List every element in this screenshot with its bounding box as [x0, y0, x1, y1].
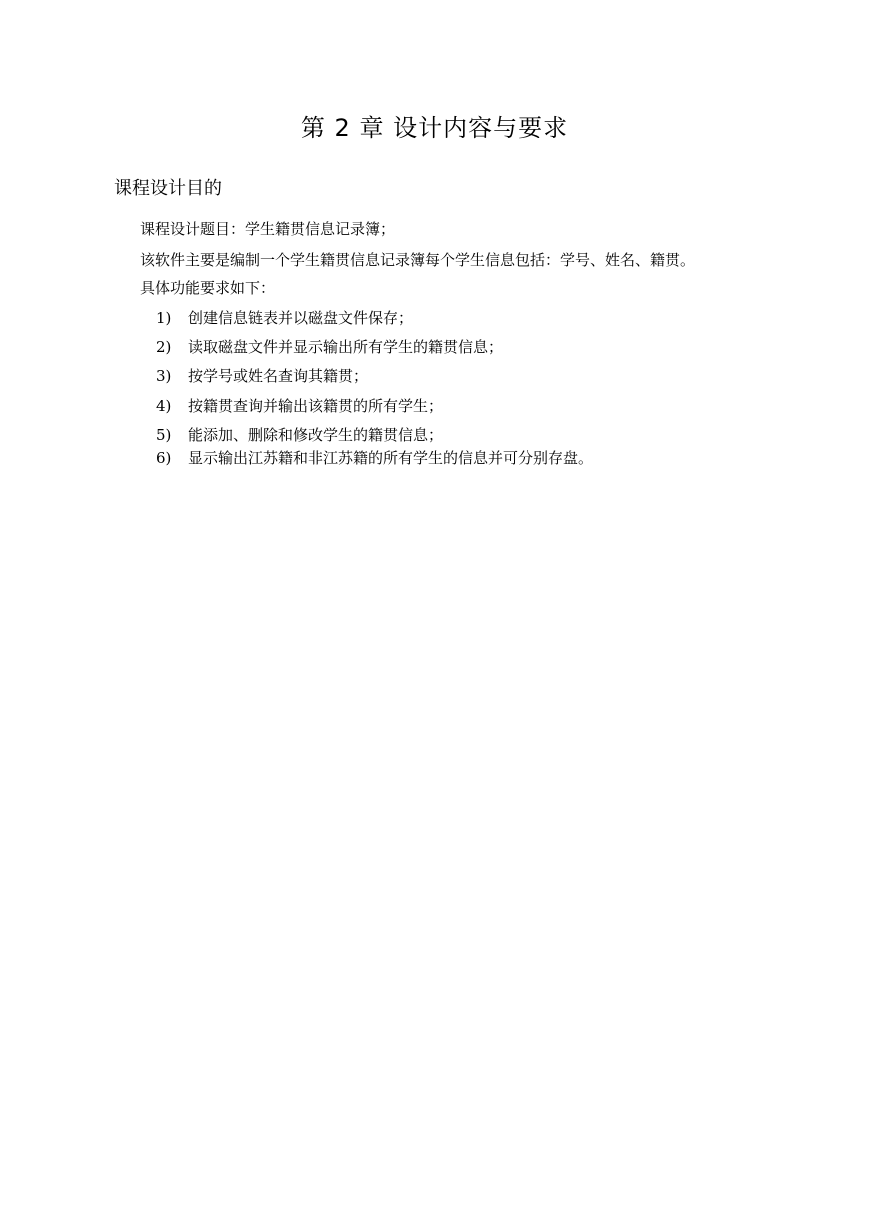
list-item-text: 读取磁盘文件并显示输出所有学生的籍贯信息；: [188, 338, 504, 356]
list-item: [156, 365, 368, 387]
list-item-text: 按学号或姓名查询其籍贯；: [188, 367, 369, 385]
list-item-text: 按籍贯查询并输出该籍贯的所有学生；: [188, 397, 444, 415]
list-item-number: 4): [156, 397, 172, 415]
requirements-intro: 具体功能要求如下：: [140, 279, 276, 297]
list-item-text: 能添加、删除和修改学生的籍贯信息；: [188, 426, 444, 444]
chapter-title: 第 2 章 设计内容与要求: [300, 114, 569, 142]
list-item-text: 创建信息链表并以磁盘文件保存；: [188, 309, 414, 327]
list-item: [156, 336, 503, 358]
list-item-number: 6): [156, 449, 172, 467]
list-item-number: 3): [156, 367, 172, 385]
list-item: [156, 424, 443, 446]
list-item-number: 2): [156, 338, 172, 356]
list-item: [156, 395, 443, 417]
list-item: [156, 447, 593, 469]
section-heading: 课程设计目的: [114, 178, 222, 199]
list-item-text: 显示输出江苏籍和非江苏籍的所有学生的信息并可分别存盘。: [188, 449, 594, 467]
list-item-number: 5): [156, 426, 172, 444]
topic-paragraph: 课程设计题目：学生籍贯信息记录簿；: [140, 220, 396, 238]
list-item: [156, 307, 413, 329]
list-item-number: 1): [156, 309, 172, 327]
description-paragraph: 该软件主要是编制一个学生籍贯信息记录簿每个学生信息包括：学号、姓名、籍贯。: [140, 251, 696, 269]
